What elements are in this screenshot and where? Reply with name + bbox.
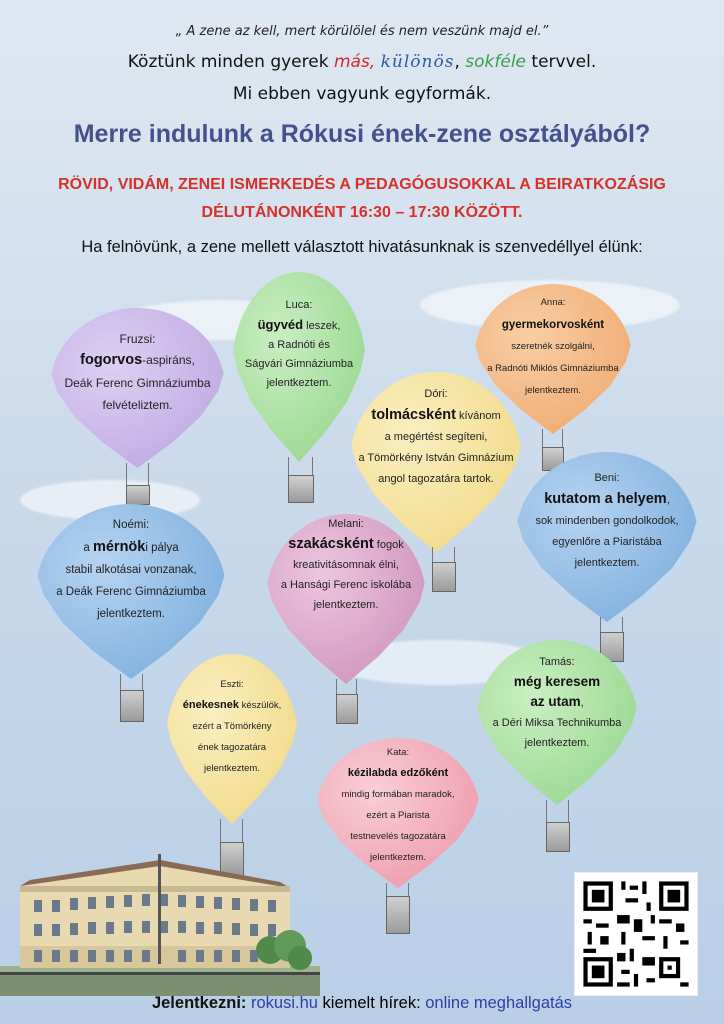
qr-code[interactable] — [574, 872, 698, 996]
basket — [126, 485, 150, 505]
text: sok mindenben gondolkodok, — [535, 515, 679, 527]
text: a Radnóti Miklós Gimnáziumba — [487, 363, 619, 374]
text: Ságvári Gimnáziumba — [244, 358, 354, 370]
text: egyenlőre a Piaristába — [552, 536, 662, 548]
word-kulonos: különös — [380, 52, 455, 72]
rope — [312, 457, 313, 477]
text: jelentkeztem. — [204, 763, 260, 774]
text: a Déri Miksa Technikumba — [492, 717, 622, 729]
basket — [120, 690, 144, 722]
text: fogok — [373, 539, 404, 551]
rope — [386, 883, 387, 897]
balloon-name: Melani: — [328, 518, 364, 530]
subtitle: Ha felnövünk, a zene mellett választott hivatásunknak is szenvedéllyel élünk: — [81, 238, 643, 256]
footer-label: Jelentkezni: — [151, 994, 247, 1012]
rope — [432, 547, 433, 563]
basket — [546, 822, 570, 852]
text: jelentkeztem. — [524, 737, 590, 749]
balloon-text — [50, 332, 225, 412]
balloon-name: Beni: — [594, 472, 620, 484]
intro-line-2: Mi ebben vagyunk egyformák. — [232, 84, 492, 104]
intro-line — [0, 52, 724, 72]
balloon-name: Noémi: — [112, 519, 150, 531]
profession: énekesnek — [182, 699, 239, 711]
word-mas: más, — [333, 52, 376, 72]
rope — [126, 463, 127, 485]
profession: ügyvéd — [257, 317, 304, 332]
profession: szakácsként — [288, 536, 374, 552]
text: jelentkeztem. — [97, 608, 165, 620]
profession: tolmácsként — [371, 407, 456, 423]
intro-pre: Köztünk minden gyerek — [127, 52, 334, 72]
balloon-kata — [316, 738, 480, 936]
text: a Hansági Ferenc iskolába — [280, 579, 412, 591]
school-building-illustration — [0, 846, 320, 996]
balloon-text — [476, 652, 638, 753]
text: ének tagozatára — [197, 742, 267, 753]
rope — [120, 674, 121, 690]
profession: kézilabda edzőként — [347, 767, 449, 779]
text: a Tömörkény István Gimnázium — [358, 452, 514, 464]
basket — [386, 896, 410, 934]
text: leszek, — [303, 320, 341, 332]
rope — [288, 457, 289, 477]
page-title: Merre indulunk a Rókusi ének-zene osztályából? — [73, 120, 651, 148]
comma: , — [454, 52, 460, 72]
balloon-text — [36, 514, 226, 625]
balloon-name: Dóri: — [424, 388, 448, 400]
balloon-luca — [232, 272, 366, 504]
profession: gyermekorvosként — [501, 319, 605, 331]
text: kreativitásomnak élni, — [293, 559, 399, 571]
text: -aspiráns, — [142, 353, 195, 367]
profession: az utam — [530, 694, 581, 709]
basket — [288, 475, 314, 503]
balloon-text — [516, 468, 698, 574]
balloon-beni — [516, 452, 698, 662]
text: stabil alkotásai vonzanak, — [65, 564, 197, 576]
balloon-text — [166, 674, 298, 779]
basket — [336, 694, 358, 724]
balloon-name: Anna: — [540, 297, 566, 308]
text: Deák Ferenc Gimnáziumba — [64, 376, 211, 390]
balloon-name: Luca: — [285, 299, 313, 311]
balloon-eszti — [166, 654, 298, 878]
text: a Radnóti és — [268, 339, 330, 351]
text: készülök, — [239, 700, 282, 711]
rope — [600, 617, 601, 633]
rope — [142, 674, 143, 690]
text: a megértést segíteni, — [384, 431, 488, 443]
text: felvételiztem. — [102, 398, 173, 412]
balloon-text — [350, 384, 522, 490]
text: a — [83, 542, 93, 554]
rope — [148, 463, 149, 485]
text: ezért a Piarista — [366, 810, 430, 821]
profession: még keresem — [513, 674, 601, 689]
profession: kutatom a helyem — [544, 491, 667, 507]
profession: mérnök — [92, 539, 146, 555]
rope — [220, 819, 221, 843]
footer-mid: kiemelt hírek: — [317, 994, 426, 1012]
balloon-text — [232, 296, 366, 393]
rope — [546, 800, 547, 822]
balloon-tamas — [476, 640, 638, 854]
text: jelentkeztem. — [525, 385, 581, 396]
rope — [454, 547, 455, 563]
balloon-name: Fruzsi: — [119, 332, 156, 346]
balloon-fruzsi — [50, 308, 225, 508]
rope — [542, 429, 543, 449]
rope — [622, 617, 623, 633]
rope — [562, 429, 563, 449]
rope — [242, 819, 243, 843]
quote: „ A zene az kell, mert körülölel és nem veszünk majd el.” — [175, 24, 549, 39]
text: i pálya — [145, 542, 179, 554]
qr-code-icon — [575, 873, 697, 995]
text: szeretnék szolgálni, — [511, 341, 595, 352]
balloon-name: Kata: — [386, 747, 410, 758]
balloon-name: Tamás: — [539, 656, 575, 668]
red-announcement-1: RÖVID, VIDÁM, ZENEI ISMERKEDÉS A PEDAGÓGUSOKKAL A BEIRATKOZÁSIG — [58, 176, 666, 193]
balloon-name: Eszti: — [220, 679, 244, 690]
basket — [432, 562, 456, 592]
intro-post: tervvel. — [526, 52, 597, 72]
text: angol tagozatára tartok. — [378, 473, 494, 485]
text: kívánom — [455, 410, 501, 422]
text: jelentkeztem. — [370, 852, 426, 863]
website-link[interactable]: rokusi.hu — [251, 994, 318, 1012]
rope — [568, 800, 569, 822]
footer — [0, 994, 724, 1013]
rope — [356, 679, 357, 695]
balloon-text — [316, 742, 480, 868]
word-sokfele: sokféle — [459, 52, 527, 72]
text: jelentkeztem. — [266, 377, 332, 389]
text: testnevelés tagozatára — [350, 831, 446, 842]
text: jelentkeztem. — [313, 599, 379, 611]
red-announcement-2: DÉLUTÁNONKÉNT 16:30 – 17:30 KÖZÖTT. — [201, 204, 523, 221]
online-audition-link[interactable]: online meghallgatás — [425, 994, 573, 1012]
text: ezért a Tömörkény — [192, 721, 272, 732]
balloon-text — [266, 514, 426, 615]
text: mindig formában maradok, — [341, 789, 455, 800]
text: jelentkeztem. — [574, 557, 640, 569]
profession: fogorvos — [80, 352, 143, 368]
rope — [408, 883, 409, 897]
text: a Deák Ferenc Gimnáziumba — [56, 586, 206, 598]
rope — [336, 679, 337, 695]
text: , — [580, 697, 584, 709]
text: , — [666, 494, 670, 506]
